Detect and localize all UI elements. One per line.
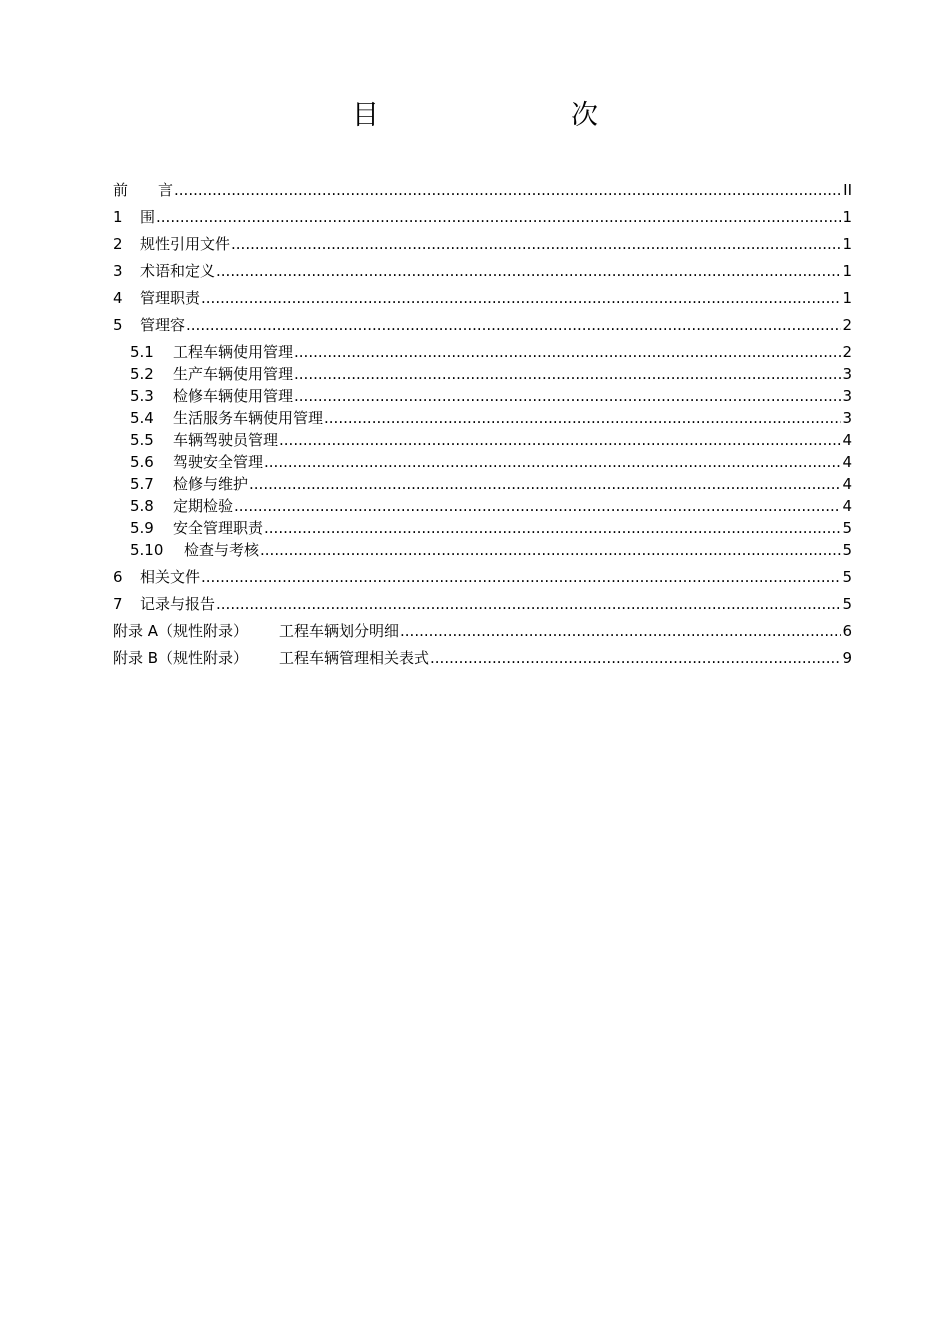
toc-leader-dots: [231, 234, 841, 254]
toc-entry-appendix-a[interactable]: [113, 621, 852, 641]
toc-leader-dots: [216, 261, 841, 281]
toc-page-number: 3: [842, 409, 852, 427]
toc-leader-dots: [201, 288, 841, 308]
toc-leader-dots: [400, 621, 841, 641]
toc-leader-dots: [216, 594, 841, 614]
toc-entry-number: 5.6: [130, 453, 154, 471]
toc-page-number: 5: [842, 595, 852, 613]
toc-entry-7[interactable]: [113, 594, 852, 614]
toc-page-number: 9: [842, 649, 852, 667]
toc-entry-number: 7: [113, 595, 123, 613]
toc-page-number: 1: [842, 262, 852, 280]
toc-entry-label: 管理容: [140, 316, 186, 334]
toc-entry-5-5[interactable]: [130, 430, 852, 450]
toc-entry-number: 5.5: [130, 431, 154, 449]
toc-entry-number: 5.1: [130, 343, 154, 361]
toc-entry-number: 5.8: [130, 497, 154, 515]
toc-entry-5-6[interactable]: [130, 452, 852, 472]
toc-entry-5-4[interactable]: [130, 408, 852, 428]
toc-entry-label: 相关文件: [140, 568, 201, 586]
toc-entry-number: 5.10: [130, 541, 164, 559]
toc-entry-label: 管理职责: [140, 289, 201, 307]
toc-entry-label: 检查与考核: [184, 541, 260, 559]
toc-entry-appendix-b[interactable]: [113, 648, 852, 668]
toc-entry-number: 5: [113, 316, 123, 334]
toc-entry-5-3[interactable]: [130, 386, 852, 406]
toc-entry-5-10[interactable]: [130, 540, 852, 560]
toc-entry-label: 生活服务车辆使用管理: [173, 409, 324, 427]
toc-page-number: 5: [842, 541, 852, 559]
toc-entry-label: 前 言: [113, 181, 174, 199]
toc-entry-label: 车辆驾驶员管理: [173, 431, 279, 449]
toc-leader-dots: [174, 180, 842, 200]
toc-entry-label: 术语和定义: [140, 262, 216, 280]
toc-page-number: 3: [842, 365, 852, 383]
toc-page-number: 4: [842, 497, 852, 515]
toc-entry-1[interactable]: [113, 207, 852, 227]
toc-entry-number: 5.2: [130, 365, 154, 383]
toc-entry-number: 5.3: [130, 387, 154, 405]
toc-entry-number: 5.9: [130, 519, 154, 537]
toc-page-number: 4: [842, 453, 852, 471]
toc-entry-5-2[interactable]: [130, 364, 852, 384]
toc-leader-dots: [294, 342, 841, 362]
toc-page-number: 3: [842, 387, 852, 405]
toc-leader-dots: [260, 540, 841, 560]
toc-entry-label: 工程车辆划分明细: [279, 622, 400, 640]
toc-page-number: II: [843, 181, 852, 199]
toc-entry-label: 围: [140, 208, 156, 226]
toc-leader-dots: [201, 567, 841, 587]
toc-appendix-label: 附录 A（规性附录）: [113, 622, 249, 640]
toc-page-number: 4: [842, 431, 852, 449]
toc-entry-label: 记录与报告: [140, 595, 216, 613]
toc-entry-3[interactable]: [113, 261, 852, 281]
toc-entry-label: 检修与维护: [173, 475, 249, 493]
toc-page-number: 1: [842, 289, 852, 307]
toc-entry-label: 生产车辆使用管理: [173, 365, 294, 383]
toc-page-number: 5: [842, 519, 852, 537]
toc-leader-dots: [430, 648, 841, 668]
toc-entry-5-8[interactable]: [130, 496, 852, 516]
toc-entry-5-1[interactable]: [130, 342, 852, 362]
toc-leader-dots: [264, 518, 841, 538]
toc-entry-label: 安全管理职责: [173, 519, 264, 537]
toc-leader-dots: [156, 207, 841, 227]
toc-entry-label: 检修车辆使用管理: [173, 387, 294, 405]
toc-page-number: 2: [842, 343, 852, 361]
toc-leader-dots: [294, 364, 841, 384]
toc-leader-dots: [234, 496, 841, 516]
toc-page-number: 2: [842, 316, 852, 334]
toc-entry-number: 5.7: [130, 475, 154, 493]
toc-entry-5-7[interactable]: [130, 474, 852, 494]
toc-entry-label: 驾驶安全管理: [173, 453, 264, 471]
toc-leader-dots: [294, 386, 841, 406]
toc-entry-label: 规性引用文件: [140, 235, 231, 253]
toc-title: 目 次: [352, 100, 644, 131]
toc-entry-5[interactable]: [113, 315, 852, 335]
toc-entry-4[interactable]: [113, 288, 852, 308]
toc-leader-dots: [279, 430, 841, 450]
toc-entry-number: 6: [113, 568, 123, 586]
toc-entry-number: 2: [113, 235, 123, 253]
toc-entry-2[interactable]: [113, 234, 852, 254]
toc-page-number: 5: [842, 568, 852, 586]
toc-page-number: 1: [842, 208, 852, 226]
toc-page-number: 1: [842, 235, 852, 253]
toc-entry-number: 3: [113, 262, 123, 280]
toc-leader-dots: [186, 315, 841, 335]
toc-entry-number: 5.4: [130, 409, 154, 427]
toc-leader-dots: [264, 452, 841, 472]
toc-leader-dots: [249, 474, 841, 494]
toc-entry-5-9[interactable]: [130, 518, 852, 538]
toc-entry-label: 工程车辆使用管理: [173, 343, 294, 361]
toc-entry-foreword[interactable]: [113, 180, 852, 200]
toc-entry-number: 4: [113, 289, 123, 307]
toc-leader-dots: [324, 408, 841, 428]
toc-page-number: 6: [842, 622, 852, 640]
toc-appendix-label: 附录 B（规性附录）: [113, 649, 249, 667]
toc-page-number: 4: [842, 475, 852, 493]
toc-entry-number: 1: [113, 208, 123, 226]
toc-entry-label: 工程车辆管理相关表式: [279, 649, 430, 667]
toc-entry-6[interactable]: [113, 567, 852, 587]
toc-entry-label: 定期检验: [173, 497, 234, 515]
